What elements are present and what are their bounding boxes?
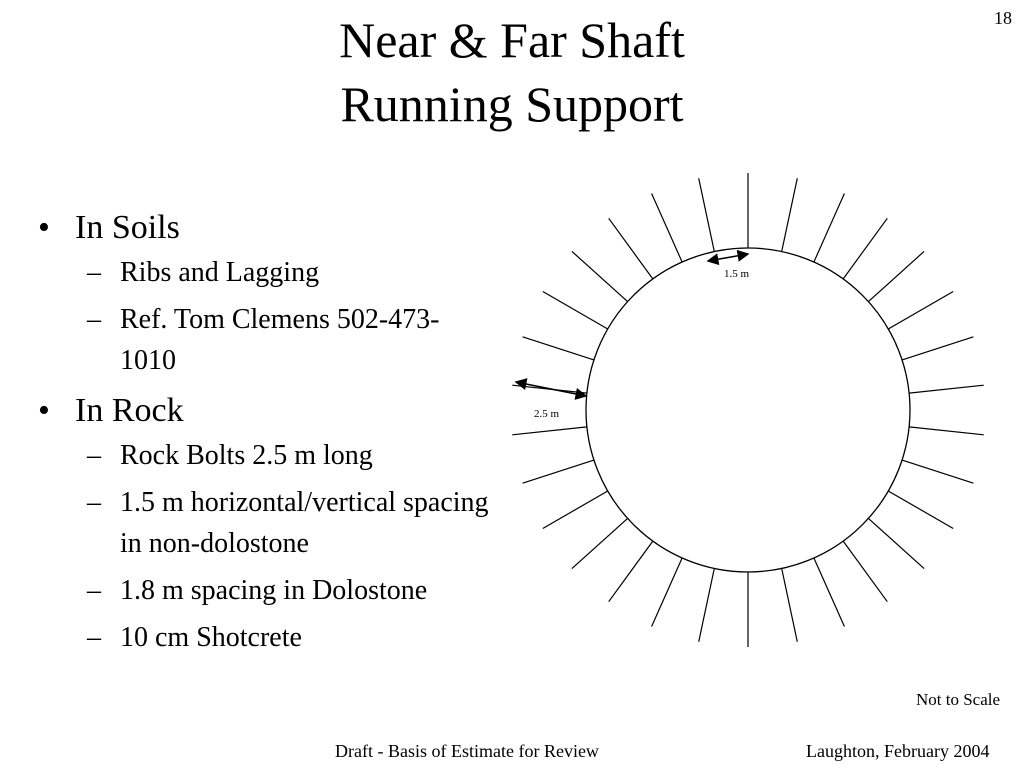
rock-bolt <box>543 491 608 529</box>
rock-bolt <box>782 178 798 251</box>
rock-bolt <box>909 427 984 435</box>
sub-item: – 10 cm Shotcrete <box>75 617 490 658</box>
rock-bolt <box>512 427 587 435</box>
rock-bolt <box>868 251 924 301</box>
rock-bolt <box>609 218 653 279</box>
rock-bolt <box>572 518 628 568</box>
bullet-label: • In Rock <box>75 392 184 429</box>
rock-bolt <box>843 541 887 602</box>
slide-title <box>0 8 1024 136</box>
rock-bolt <box>814 194 845 263</box>
rock-bolt <box>868 518 924 568</box>
bullet-label: • In Soils <box>75 209 180 246</box>
sub-item: – Ribs and Lagging <box>75 252 490 293</box>
bullet-soils <box>30 204 490 381</box>
shaft-support-diagram <box>500 160 1000 660</box>
sub-item: – 1.8 m spacing in Dolostone <box>75 570 490 611</box>
rock-bolt <box>543 292 608 330</box>
title-line-1: Near & Far Shaft <box>339 12 685 68</box>
sub-list-soils <box>75 252 490 381</box>
rock-bolt <box>814 558 845 627</box>
rock-bolt <box>888 491 953 529</box>
rock-bolt <box>652 558 683 627</box>
title-line-2: Running Support <box>340 76 684 132</box>
rock-bolt <box>902 460 973 483</box>
rock-bolt <box>782 569 798 642</box>
bolt-length-arrow <box>516 382 586 396</box>
bullet-rock <box>30 387 490 658</box>
footer-right: Laughton, February 2004 <box>806 741 990 761</box>
slide-number: 18 <box>994 8 1012 28</box>
spacing-arrow <box>708 254 748 261</box>
bullet-list <box>30 204 490 664</box>
spacing-label: 1.5 m <box>724 268 750 280</box>
rock-bolt <box>843 218 887 279</box>
rock-bolt <box>699 178 715 251</box>
bolt-length-label: 2.5 m <box>534 408 560 420</box>
rock-bolt <box>609 541 653 602</box>
rock-bolt <box>902 337 973 360</box>
rock-bolts <box>512 173 983 647</box>
footer-left: Draft - Basis of Estimate for Review <box>335 741 599 761</box>
shaft-circle <box>586 248 910 572</box>
sub-item: – Rock Bolts 2.5 m long <box>75 435 490 476</box>
sub-list-rock <box>75 435 490 658</box>
not-to-scale-note: Not to Scale <box>916 690 1001 709</box>
rock-bolt <box>572 251 628 301</box>
rock-bolt <box>699 569 715 642</box>
sub-item: – 1.5 m horizontal/vertical spacing in non-dolostone <box>75 482 490 564</box>
rock-bolt <box>888 292 953 330</box>
rock-bolt <box>652 194 683 263</box>
rock-bolt <box>909 385 984 393</box>
rock-bolt <box>523 460 594 483</box>
rock-bolt <box>523 337 594 360</box>
sub-item: – Ref. Tom Clemens 502-473-1010 <box>75 299 490 381</box>
